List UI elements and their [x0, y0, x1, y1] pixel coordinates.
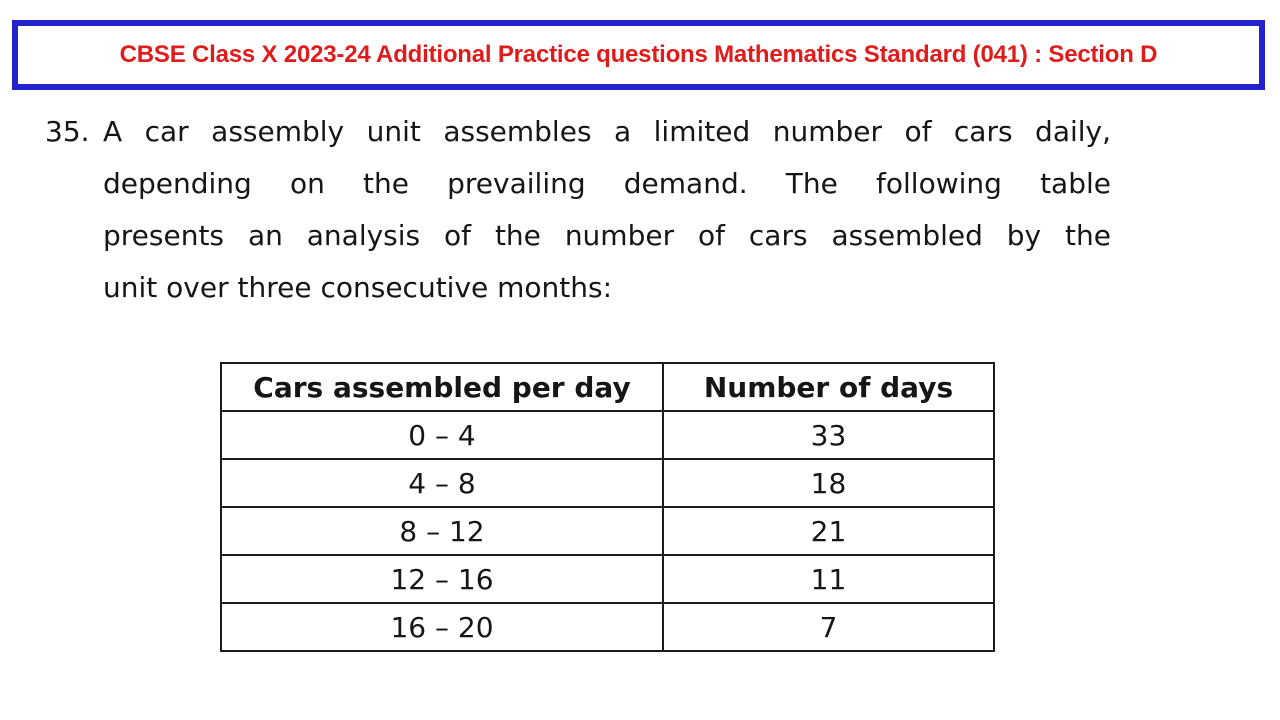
cell-range: 12 – 16: [221, 555, 663, 603]
table-row: [221, 459, 994, 507]
question-line: presents an analysis of the number of cars assembled by the: [103, 219, 1111, 252]
cell-days: 11: [663, 555, 994, 603]
table-header-row: [221, 363, 994, 411]
cell-range: 0 – 4: [221, 411, 663, 459]
question-number: 35.: [45, 115, 90, 148]
frequency-table: [220, 362, 995, 652]
cell-range: 4 – 8: [221, 459, 663, 507]
cell-days: 33: [663, 411, 994, 459]
cell-range: 16 – 20: [221, 603, 663, 651]
question-text: [103, 106, 1111, 314]
question-line: A car assembly unit assembles a limited number of cars daily,: [103, 115, 1111, 148]
table-row: [221, 411, 994, 459]
table-row: [221, 555, 994, 603]
table-row: [221, 603, 994, 651]
cell-days: 18: [663, 459, 994, 507]
question-block: [45, 106, 1111, 314]
cell-range: 8 – 12: [221, 507, 663, 555]
cell-days: 21: [663, 507, 994, 555]
header-banner: [12, 20, 1265, 90]
table-row: [221, 507, 994, 555]
question-line: depending on the prevailing demand. The following table: [103, 167, 1111, 200]
column-header-cars-per-day: Cars assembled per day: [221, 363, 663, 411]
question-line: unit over three consecutive months:: [103, 271, 613, 304]
cell-days: 7: [663, 603, 994, 651]
header-title: CBSE Class X 2023-24 Additional Practice questions Mathematics Standard (041) : Section D: [119, 41, 1158, 68]
column-header-number-of-days: Number of days: [663, 363, 994, 411]
